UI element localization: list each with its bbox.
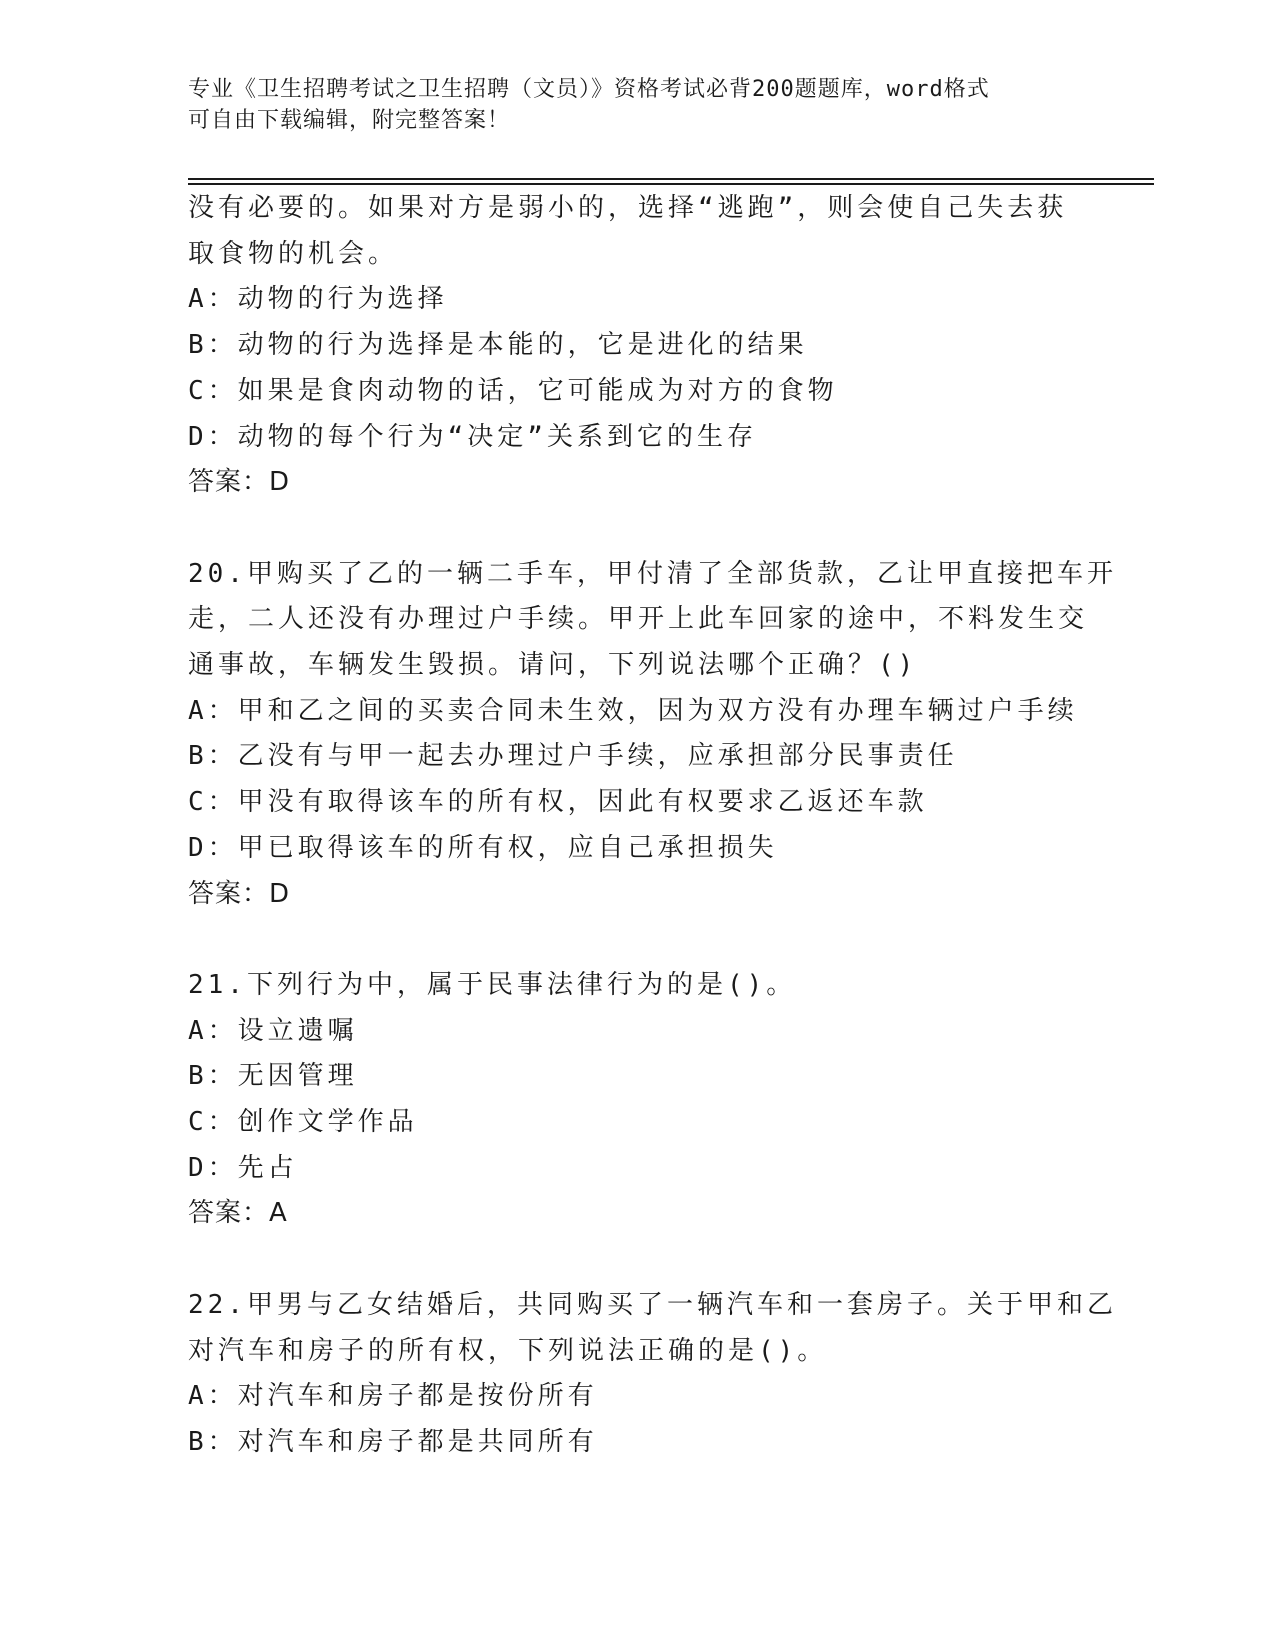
document-header (188, 74, 1088, 136)
question-text-line: 没有必要的。如果对方是弱小的，选择“逃跑”，则会使自己失去获 (188, 193, 1068, 223)
spacer (188, 506, 1088, 552)
question-text-line: 走，二人还没有办理过户手续。甲开上此车回家的途中，不料发生交 (188, 604, 1089, 635)
answer: 答案：A (188, 1198, 288, 1229)
question-text-line: 取食物的机会。 (188, 238, 399, 269)
option-b: B：无因管理 (188, 1061, 358, 1092)
question-text-line: 对汽车和房子的所有权，下列说法正确的是()。 (188, 1335, 828, 1366)
option-c: C：如果是食肉动物的话，它可能成为对方的食物 (188, 375, 838, 406)
question-text-line: 通事故，车辆发生毁损。请问，下列说法哪个正确？() (188, 650, 918, 681)
option-a: A：甲和乙之间的买卖合同未生效，因为双方没有办理车辆过户手续 (188, 695, 1078, 726)
option-a: A：设立遗嘱 (188, 1015, 358, 1046)
option-d: D：动物的每个行为“决定”关系到它的生存 (188, 421, 757, 452)
question-text-line: 20.甲购买了乙的一辆二手车，甲付清了全部货款，乙让甲直接把车开 (188, 558, 1117, 589)
option-d: D：先占 (188, 1152, 298, 1183)
option-b: B：动物的行为选择是本能的，它是进化的结果 (188, 330, 808, 361)
option-d: D：甲已取得该车的所有权，应自己承担损失 (188, 832, 778, 863)
question-20 (188, 552, 1117, 918)
header-title-line-2: 可自由下载编辑，附完整答案！ (188, 108, 511, 133)
option-b: B：乙没有与甲一起去办理过户手续，应承担部分民事责任 (188, 741, 958, 772)
answer: 答案：D (188, 878, 291, 909)
document-body (188, 186, 1117, 1466)
spacer (188, 1237, 1088, 1283)
option-c: C：甲没有取得该车的所有权，因此有权要求乙返还车款 (188, 787, 928, 818)
answer: 答案：D (188, 467, 291, 498)
question-text-line: 22.甲男与乙女结婚后，共同购买了一辆汽车和一套房子。关于甲和乙 (188, 1289, 1117, 1320)
question-21 (188, 963, 1088, 1237)
option-a: A：对汽车和房子都是按份所有 (188, 1381, 598, 1412)
question-19-continuation (188, 186, 1088, 506)
header-divider-top (188, 178, 1154, 180)
spacer (188, 917, 1088, 963)
question-22 (188, 1283, 1117, 1466)
option-a: A：动物的行为选择 (188, 284, 448, 315)
option-c: C：创作文学作品 (188, 1107, 418, 1138)
header-divider-bottom (188, 183, 1154, 185)
question-text-line: 21.下列行为中，属于民事法律行为的是()。 (188, 969, 797, 1000)
option-b: B：对汽车和房子都是共同所有 (188, 1426, 598, 1457)
header-title-line-1: 专业《卫生招聘考试之卫生招聘（文员）》资格考试必背200题题库，word格式 (188, 77, 990, 102)
